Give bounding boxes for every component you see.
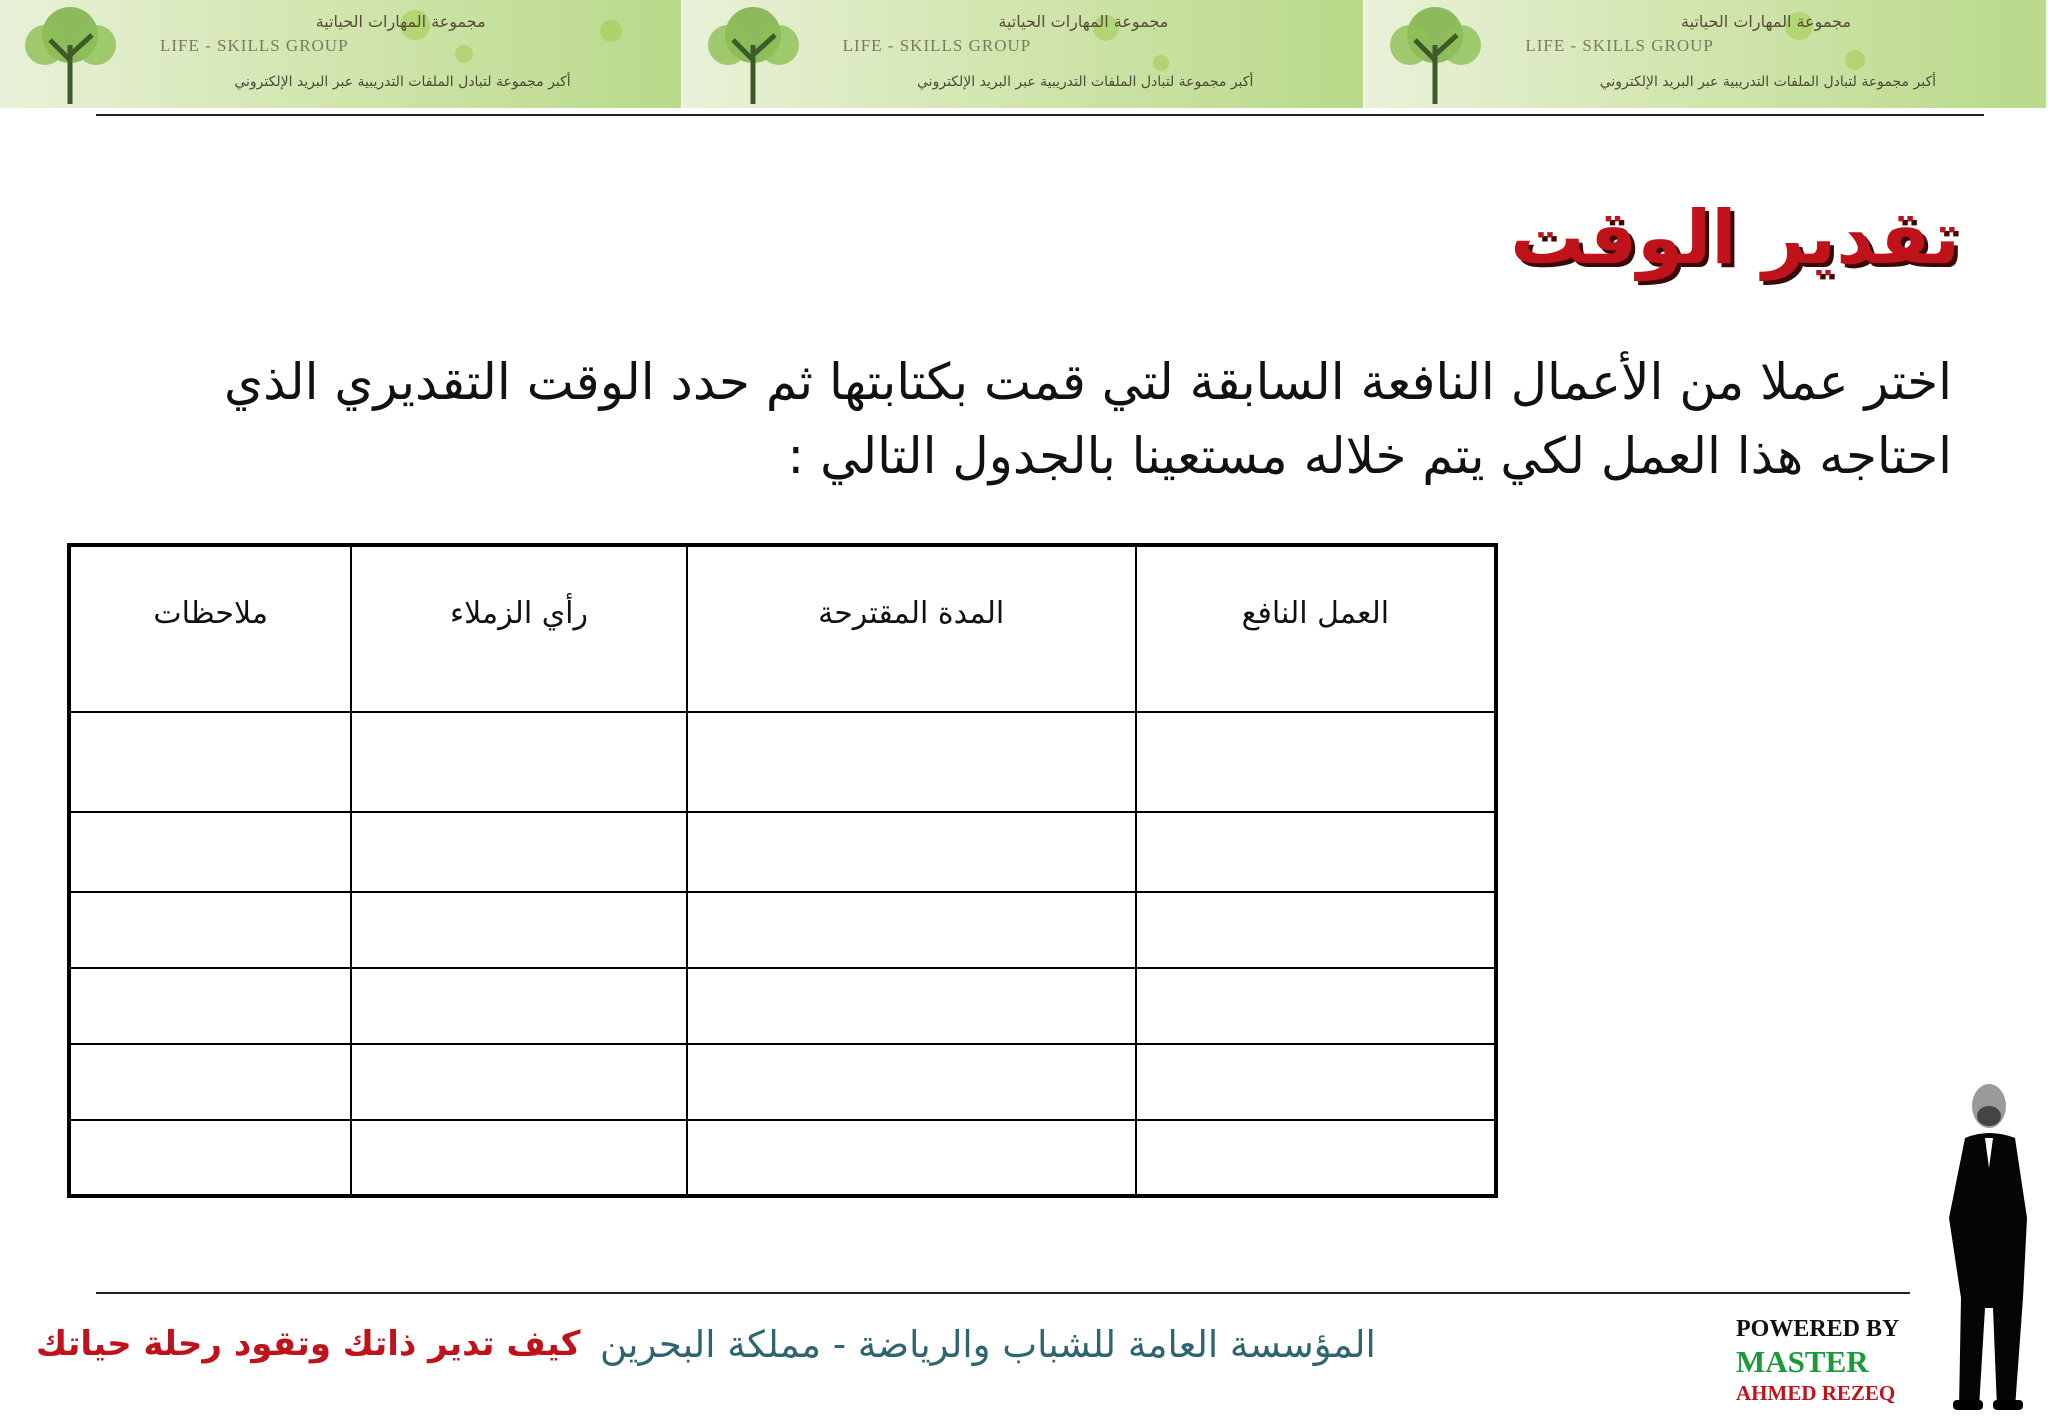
table-row xyxy=(69,712,1496,812)
table-cell[interactable] xyxy=(69,892,351,968)
banner-english-title: LIFE - SKILLS GROUP xyxy=(1525,36,1714,55)
table-cell[interactable] xyxy=(687,1120,1136,1196)
powered-by-label: POWERED BY xyxy=(1736,1316,1900,1342)
table-cell[interactable] xyxy=(69,968,351,1044)
tree-logo-icon xyxy=(693,0,813,105)
table-row xyxy=(69,812,1496,892)
table-row xyxy=(69,968,1496,1044)
banner-english-title: LIFE - SKILLS GROUP xyxy=(160,36,349,55)
col-useful-work xyxy=(1136,545,1496,712)
table-cell[interactable] xyxy=(687,892,1136,968)
banner-tile xyxy=(0,0,683,108)
time-estimate-table xyxy=(67,543,1498,1198)
table-cell[interactable] xyxy=(687,712,1136,812)
header-banner xyxy=(0,0,2048,108)
banner-subtitle: أكبر مجموعة لتبادل الملفات التدريبية عبر البريد الإلكتروني xyxy=(917,74,1254,90)
footer-organization: المؤسسة العامة للشباب والرياضة - مملكة البحرين xyxy=(600,1323,1376,1366)
table-cell[interactable] xyxy=(1136,812,1496,892)
instruction-text: اختر عملا من الأعمال النافعة السابقة لتي قمت بكتابتها ثم حدد الوقت التقديري الذي احتاجه هذا العمل لكي يتم خلاله مستعينا بالجدول التالي : xyxy=(224,353,1952,485)
table-cell[interactable] xyxy=(351,892,686,968)
banner-english-title: LIFE - SKILLS GROUP xyxy=(842,36,1032,55)
table-cell[interactable] xyxy=(1136,968,1496,1044)
table-header-row xyxy=(69,545,1496,712)
banner-tile xyxy=(683,0,1366,108)
table-cell[interactable] xyxy=(1136,1044,1496,1120)
table-cell[interactable] xyxy=(69,1120,351,1196)
table-cell[interactable] xyxy=(351,968,686,1044)
header-label: المدة المقترحة xyxy=(818,595,1005,631)
table-row xyxy=(69,1044,1496,1120)
author-name: AHMED REZEQ xyxy=(1736,1381,1896,1405)
banner-subtitle: أكبر مجموعة لتبادل الملفات التدريبية عبر البريد الإلكتروني xyxy=(1599,74,1937,90)
col-notes xyxy=(69,545,351,712)
banner-arabic-title: مجموعة المهارات الحياتية xyxy=(1681,12,1852,31)
top-divider xyxy=(96,114,1984,116)
table-row xyxy=(69,1120,1496,1196)
presenter-silhouette-icon xyxy=(1935,1068,2035,1413)
banner-tile xyxy=(1365,0,2048,108)
table-cell[interactable] xyxy=(687,1044,1136,1120)
table-cell[interactable] xyxy=(351,1044,686,1120)
header-label: العمل النافع xyxy=(1241,595,1390,631)
banner-arabic-title: مجموعة المهارات الحياتية xyxy=(315,12,486,31)
banner-arabic-title: مجموعة المهارات الحياتية xyxy=(998,12,1169,31)
footer-slogan: كيف تدير ذاتك وتقود رحلة حياتك xyxy=(36,1324,581,1364)
table-cell[interactable] xyxy=(69,1044,351,1120)
table-cell[interactable] xyxy=(69,712,351,812)
powered-by-block xyxy=(1736,1314,1899,1406)
table-cell[interactable] xyxy=(687,812,1136,892)
table-cell[interactable] xyxy=(1136,712,1496,812)
table-cell[interactable] xyxy=(351,812,686,892)
table-cell[interactable] xyxy=(1136,892,1496,968)
tree-logo-icon xyxy=(1375,0,1495,105)
bottom-divider xyxy=(96,1292,1910,1294)
table-cell[interactable] xyxy=(351,712,686,812)
table-cell[interactable] xyxy=(351,1120,686,1196)
header-label: رأي الزملاء xyxy=(450,595,588,631)
col-suggested-duration xyxy=(687,545,1136,712)
table-cell[interactable] xyxy=(1136,1120,1496,1196)
master-label: MASTER xyxy=(1736,1344,1869,1379)
table-row xyxy=(69,892,1496,968)
table-cell[interactable] xyxy=(687,968,1136,1044)
header-label: ملاحظات xyxy=(153,595,268,631)
table-cell[interactable] xyxy=(69,812,351,892)
slide-title: تقدير الوقت xyxy=(1510,195,1960,281)
col-colleagues-opinion xyxy=(351,545,686,712)
banner-subtitle: أكبر مجموعة لتبادل الملفات التدريبية عبر البريد الإلكتروني xyxy=(234,74,571,90)
tree-logo-icon xyxy=(10,0,130,105)
